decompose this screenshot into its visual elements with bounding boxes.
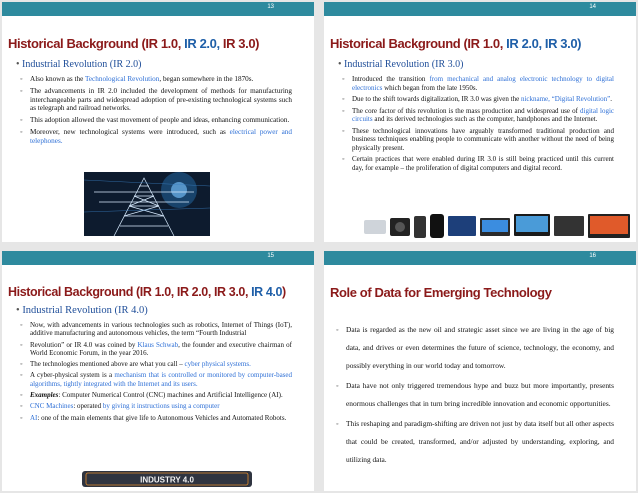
- bullet-item: ◦ Also known as the Technological Revolution, began somewhere in the 1870s.: [20, 75, 292, 84]
- slide-title: [8, 285, 286, 299]
- title-suffix: IR 3.0): [544, 36, 582, 51]
- bullet-item: ◦ This adoption allowed the vast movement of people and ideas, enhancing communication.: [20, 116, 292, 125]
- slide-title: [330, 36, 581, 51]
- title-suffix: IR 3.0): [222, 36, 260, 51]
- slide-subtitle: • Industrial Revolution (IR 3.0): [338, 59, 464, 70]
- bullet-item: ◦ Data have not only triggered tremendous hype and buzz but more importantly, presents enormous challenges that in turn bring incredible innovation and economic opportunities.: [336, 377, 614, 413]
- bullet-item: ◦ Moreover, new technological systems were introduced, such as electrical power and telephones.: [20, 128, 292, 146]
- bullet-item: ◦ CNC Machines: operated by giving it instructions using a computer: [20, 402, 292, 410]
- title-prefix: Historical Background (IR 1.0,: [8, 36, 181, 51]
- slide-13: [2, 2, 314, 242]
- bullet-list: [336, 321, 614, 471]
- bullet-item: ◦ A cyber-physical system is a mechanism that is controlled or monitored by computer-based algorithms, tightly integrated with the Internet and its users.: [20, 371, 292, 388]
- page-number: 15: [267, 253, 274, 259]
- bullet-item: ◦ Certain practices that were enabled during IR 3.0 is still being practiced until this current day, for example – the proliferation of digital computers and digital record.: [342, 155, 614, 172]
- page-number: 16: [589, 253, 596, 259]
- bullet-item: ◦ Introduced the transition from mechanical and analog electronic technology to digital electronics which began from the late 1950s.: [342, 75, 614, 92]
- industry-badge: [82, 469, 252, 489]
- page-number: 14: [589, 4, 596, 10]
- power-tower-icon: [84, 172, 210, 236]
- bullet-item: ◦ This reshaping and paradigm-shifting are driven not just by data itself but all other aspects that could be created, transformed, and/or adjusted by understanding, exploring, and utilizing data.: [336, 415, 614, 469]
- bullet-item: ◦ Due to the shift towards digitalization, IR 3.0 was given the nickname, “Digital Revolution”.: [342, 95, 614, 104]
- title-prefix: Historical Background (IR 1.0,: [330, 36, 503, 51]
- slide-subtitle: • Industrial Revolution (IR 4.0): [16, 305, 148, 316]
- bullet-item: ◦ The advancements in IR 2.0 included the development of methods for manufacturing interchangeable parts and widespread adoption of pre-existing technological systems such as telegraph and railroad networks.: [20, 87, 292, 113]
- bullet-list: [20, 75, 292, 149]
- bullet-item: ◦ Data is regarded as the new oil and strategic asset since we are living in the age of big data, and drives or even determines the future of science, technology, the economy, and possibly everything in our world today and tomorrow.: [336, 321, 614, 375]
- bullet-item: ◦ The technologies mentioned above are what you call – cyber physical systems.: [20, 360, 292, 368]
- slide-title: Role of Data for Emerging Technology: [330, 285, 552, 300]
- devices-icon: [364, 212, 634, 240]
- bullet-item: ◦ These technological innovations have arguably transformed traditional production and business techniques enabling people to communicate with another without the need of being physically present.: [342, 127, 614, 153]
- badge-text: INDUSTRY 4.0: [140, 475, 194, 485]
- slide-header-bar: [324, 251, 636, 265]
- bullet-list: [342, 75, 614, 175]
- title-prefix: Historical Background (IR 1.0, IR 2.0, IR 3.0,: [8, 285, 249, 299]
- slide-header-bar: [324, 2, 636, 16]
- slide-header-bar: [2, 2, 314, 16]
- page-number: 13: [267, 4, 274, 10]
- title-highlight: IR 2.0,: [184, 36, 220, 51]
- slide-title: [8, 36, 259, 51]
- title-highlight: IR 2.0,: [506, 36, 542, 51]
- bullet-list: [20, 321, 292, 425]
- slide-15: [2, 251, 314, 491]
- bullet-item: ◦ Now, with advancements in various technologies such as robotics, Internet of Things (IoT), additive manufacturing and autonomous vehicles, the term “Fourth Industrial: [20, 321, 292, 338]
- bullet-item: ◦ AI: one of the main elements that give life to Autonomous Vehicles and Automated Robots.: [20, 414, 292, 422]
- title-highlight: IR 4.0: [251, 285, 283, 299]
- bullet-item: ◦ The core factor of this revolution is the mass production and widespread use of digital logic circuits and its derived technologies such as the computer, handphones and the Internet.: [342, 107, 614, 124]
- bullet-item: ◦ Examples: Computer Numerical Control (CNC) machines and Artificial Intelligence (AI).: [20, 391, 292, 399]
- bullet-item: ◦ Revolution” or IR 4.0 was coined by Klaus Schwab, the founder and executive chairman of World Economic Forum, in the year 2016.: [20, 341, 292, 358]
- title-suffix: ): [282, 285, 286, 299]
- slide-subtitle: • Industrial Revolution (IR 2.0): [16, 59, 142, 70]
- slide-header-bar: [2, 251, 314, 265]
- slide-16: [324, 251, 636, 491]
- slide-14: [324, 2, 636, 242]
